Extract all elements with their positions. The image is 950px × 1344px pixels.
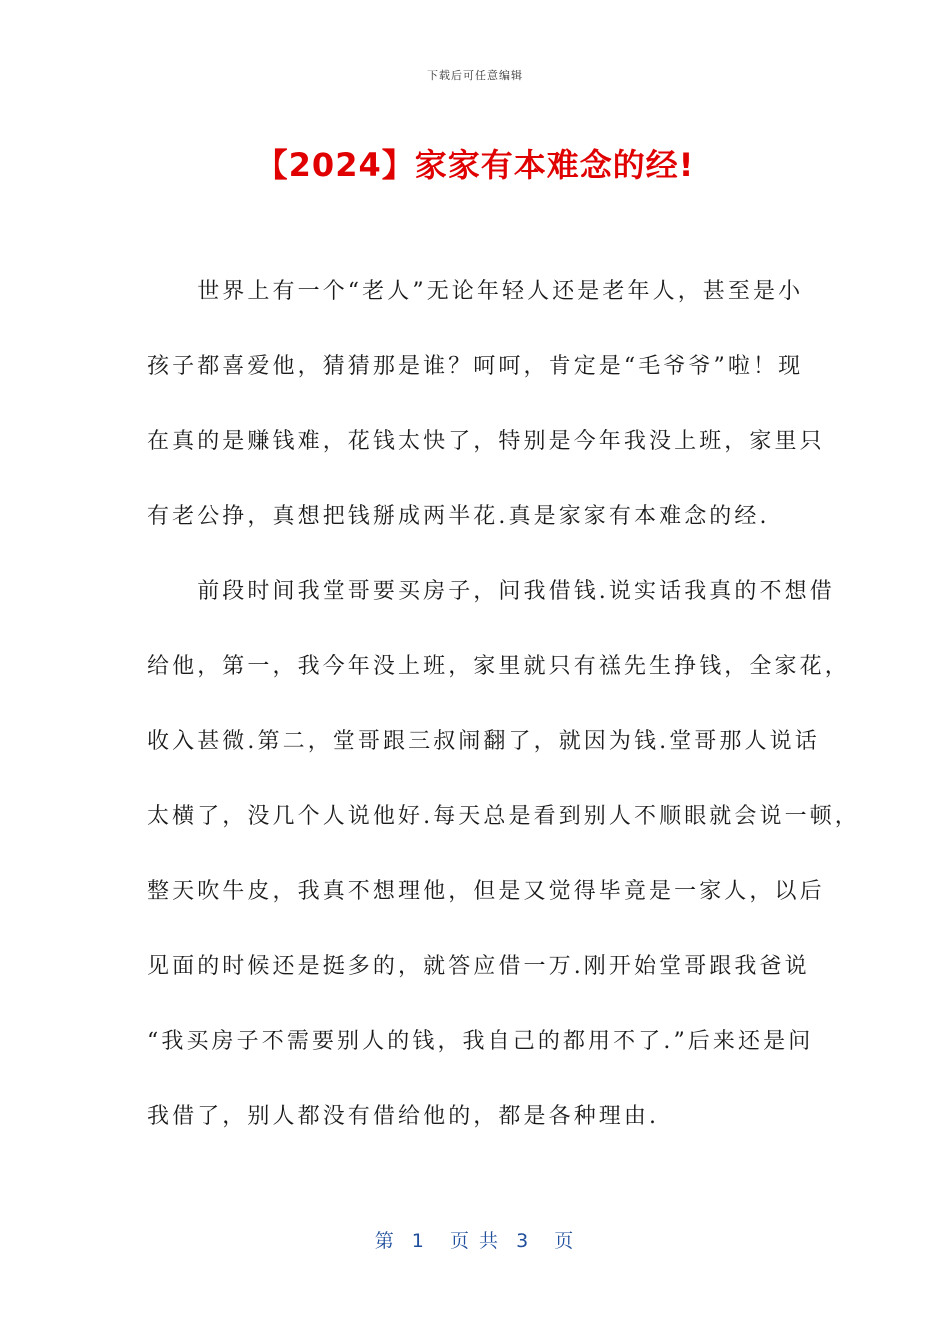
text-line: 在真的是赚钱难，花钱太快了，特别是今年我没上班，家里只 (147, 429, 825, 454)
text-line: 太横了，没几个人说他好.每天总是看到别人不顺眼就会说一顿， (147, 804, 860, 829)
text-line: 收入甚微.第二，堂哥跟三叔闹翻了，就因为钱.堂哥那人说话 (147, 729, 820, 754)
text-line: 给他，第一，我今年没上班，家里就只有禚先生挣钱，全家花， (147, 654, 850, 679)
text-line: 世界上有一个“老人”无论年轻人还是老年人，甚至是小 (147, 279, 804, 304)
page-number-footer: 第 1 页 共 3 页 (374, 1230, 576, 1252)
text-line: 整天吹牛皮，我真不想理他，但是又觉得毕竟是一家人，以后 (147, 879, 825, 904)
text-line: 孩子都喜爱他，猜猜那是谁？呵呵，肯定是“毛爷爷”啦！现 (147, 354, 804, 379)
text-line: 前段时间我堂哥要买房子，问我借钱.说实话我真的不想借 (147, 579, 835, 604)
text-line: “我买房子不需要别人的钱，我自己的都用不了.”后来还是问 (147, 1029, 814, 1054)
header-note: 下载后可任意编辑 (427, 69, 523, 82)
text-line: 我借了，别人都没有借给他的，都是各种理由. (147, 1104, 660, 1129)
document-title: 【2024】家家有本难念的经! (255, 146, 695, 184)
text-line: 有老公挣，真想把钱掰成两半花.真是家家有本难念的经. (147, 504, 770, 529)
text-line: 见面的时候还是挺多的，就答应借一万.刚开始堂哥跟我爸说 (147, 954, 810, 979)
